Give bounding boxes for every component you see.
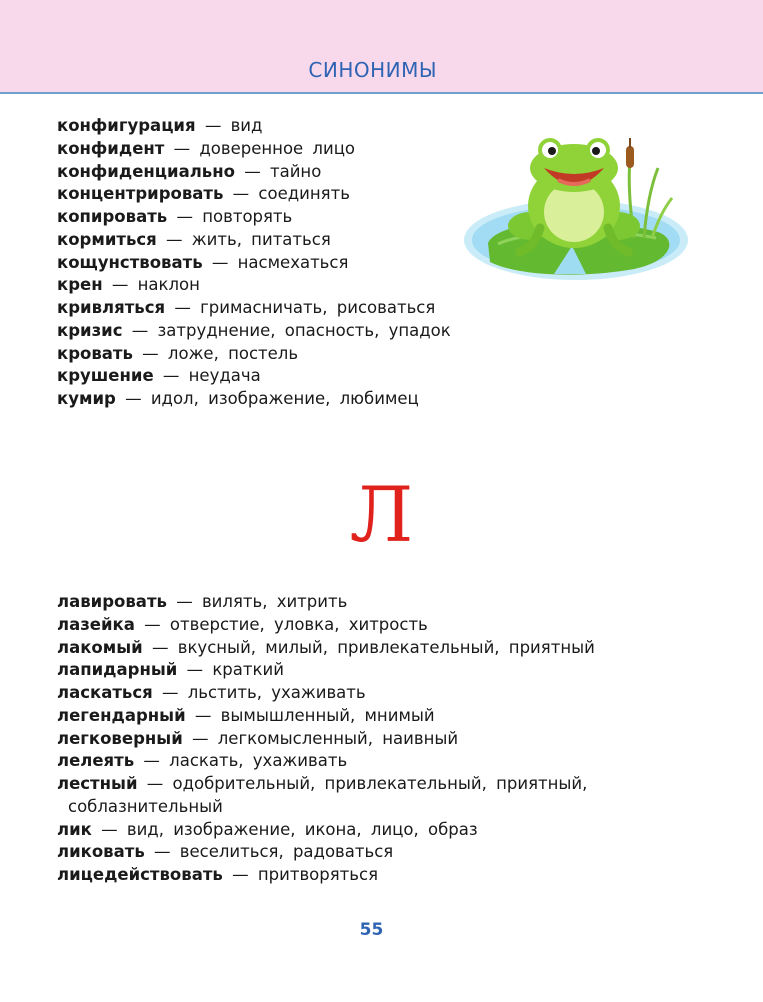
section-k-entries: [57, 115, 451, 411]
entry-term: легковерный: [57, 728, 183, 748]
entry-term: копировать: [57, 207, 168, 226]
entry-synonyms: наклон: [137, 275, 200, 295]
entry-term: крен: [57, 275, 103, 295]
entry-term: лицедействовать: [57, 865, 223, 884]
entry-term: конфидент: [57, 138, 165, 158]
entry-term: концентрировать: [57, 184, 224, 204]
entry-term: легендарный: [57, 705, 186, 725]
section-letter: Л: [349, 470, 414, 559]
entry-continuation: соблазнительный: [68, 796, 223, 816]
entry-term: лестный: [57, 774, 138, 793]
entry-synonyms: ложе, постель: [167, 343, 299, 363]
entry: легендарный — вымышленный, мнимый: [57, 705, 435, 725]
entry: копировать — повторять: [57, 207, 293, 226]
entry-synonyms: вилять, хитрить: [201, 592, 348, 611]
entry: лестный — одобрительный, привлекательный, приятный,: [57, 774, 588, 793]
entry-term: конфиденциально: [57, 161, 235, 181]
entry-synonyms: отверстие, уловка, хитрость: [169, 614, 428, 634]
entry-synonyms: гримасничать, рисоваться: [200, 298, 436, 317]
entry-term: лелеять: [57, 751, 135, 771]
entry-synonyms: жить, питаться: [191, 229, 331, 249]
entry-term: конфигурация: [57, 116, 196, 135]
header-title: СИНОНИМЫ: [308, 58, 437, 82]
entry: конфиденциально — тайно: [57, 161, 322, 181]
entry: лазейка — отверстие, уловка, хитрость: [57, 614, 428, 634]
frog-on-lily-pad-icon: [458, 128, 690, 290]
entry: ликовать — веселиться, радоваться: [57, 842, 394, 862]
entry: легковерный — легкомысленный, наивный: [57, 728, 459, 748]
entry: конфидент — доверенное лицо: [57, 138, 356, 158]
entry: кормиться — жить, питаться: [57, 229, 331, 249]
page-number: 55: [359, 920, 384, 940]
entry-synonyms: затруднение, опасность, упадок: [157, 320, 451, 340]
entry-term: кривляться: [57, 298, 166, 317]
entry: лавировать — вилять, хитрить: [57, 592, 348, 611]
entry: кощунствовать — насмехаться: [57, 252, 349, 272]
entry-term: кровать: [57, 343, 133, 363]
entry-term: лакомый: [57, 637, 143, 657]
entry: крушение — неудача: [57, 366, 261, 386]
entry-synonyms: идол, изображение, любимец: [150, 389, 419, 408]
entry-synonyms: притворяться: [257, 865, 378, 884]
entry-synonyms: насмехаться: [237, 252, 349, 272]
entry-term: лик: [57, 819, 92, 839]
entry-synonyms: вид, изображение, икона, лицо, образ: [126, 819, 478, 839]
entry: лелеять — ласкать, ухаживать: [57, 751, 348, 771]
entry: концентрировать — соединять: [57, 184, 350, 204]
entry-term: лапидарный: [57, 660, 178, 680]
entry-synonyms: доверенное лицо: [199, 138, 356, 158]
entry: кумир — идол, изображение, любимец: [57, 389, 419, 408]
page-header: [0, 0, 763, 94]
entry-term: лазейка: [57, 614, 135, 634]
entry: кривляться — гримасничать, рисоваться: [57, 298, 436, 317]
entry-synonyms: ласкать, ухаживать: [169, 751, 348, 771]
entry-synonyms: одобрительный, привлекательный, приятный,: [172, 774, 588, 793]
entry-term: лавировать: [57, 592, 167, 611]
entry-synonyms: краткий: [212, 660, 284, 680]
entry: лапидарный — краткий: [57, 660, 284, 680]
entry: конфигурация — вид: [57, 116, 263, 135]
entry-synonyms: вид: [230, 116, 263, 135]
entry: кровать — ложе, постель: [57, 343, 299, 363]
entry-synonyms: вкусный, милый, привлекательный, приятный: [177, 637, 595, 657]
entry-term: кормиться: [57, 229, 157, 249]
entry-synonyms: вымышленный, мнимый: [220, 705, 435, 725]
entry-synonyms: тайно: [269, 161, 322, 181]
entry: крен — наклон: [57, 275, 200, 295]
entry-term: кумир: [57, 389, 116, 408]
entry-synonyms: веселиться, радоваться: [179, 842, 394, 862]
entry-term: ласкаться: [57, 683, 153, 702]
entry-term: крушение: [57, 366, 154, 386]
entry-synonyms: льстить, ухаживать: [187, 683, 366, 702]
entry: кризис — затруднение, опасность, упадок: [57, 320, 451, 340]
section-l-entries: [57, 591, 595, 887]
entry: лик — вид, изображение, икона, лицо, образ: [57, 819, 478, 839]
entry: лицедействовать — притворяться: [57, 865, 378, 884]
entry: ласкаться — льстить, ухаживать: [57, 683, 366, 702]
entry-term: кризис: [57, 320, 123, 340]
entry: лакомый — вкусный, милый, привлекательный, приятный: [57, 637, 595, 657]
entry-term: ликовать: [57, 842, 145, 862]
entry-synonyms: легкомысленный, наивный: [217, 728, 459, 748]
entry-synonyms: соединять: [258, 184, 350, 204]
entry-synonyms: повторять: [202, 207, 293, 226]
entry-synonyms: неудача: [188, 366, 261, 386]
entry-term: кощунствовать: [57, 252, 203, 272]
